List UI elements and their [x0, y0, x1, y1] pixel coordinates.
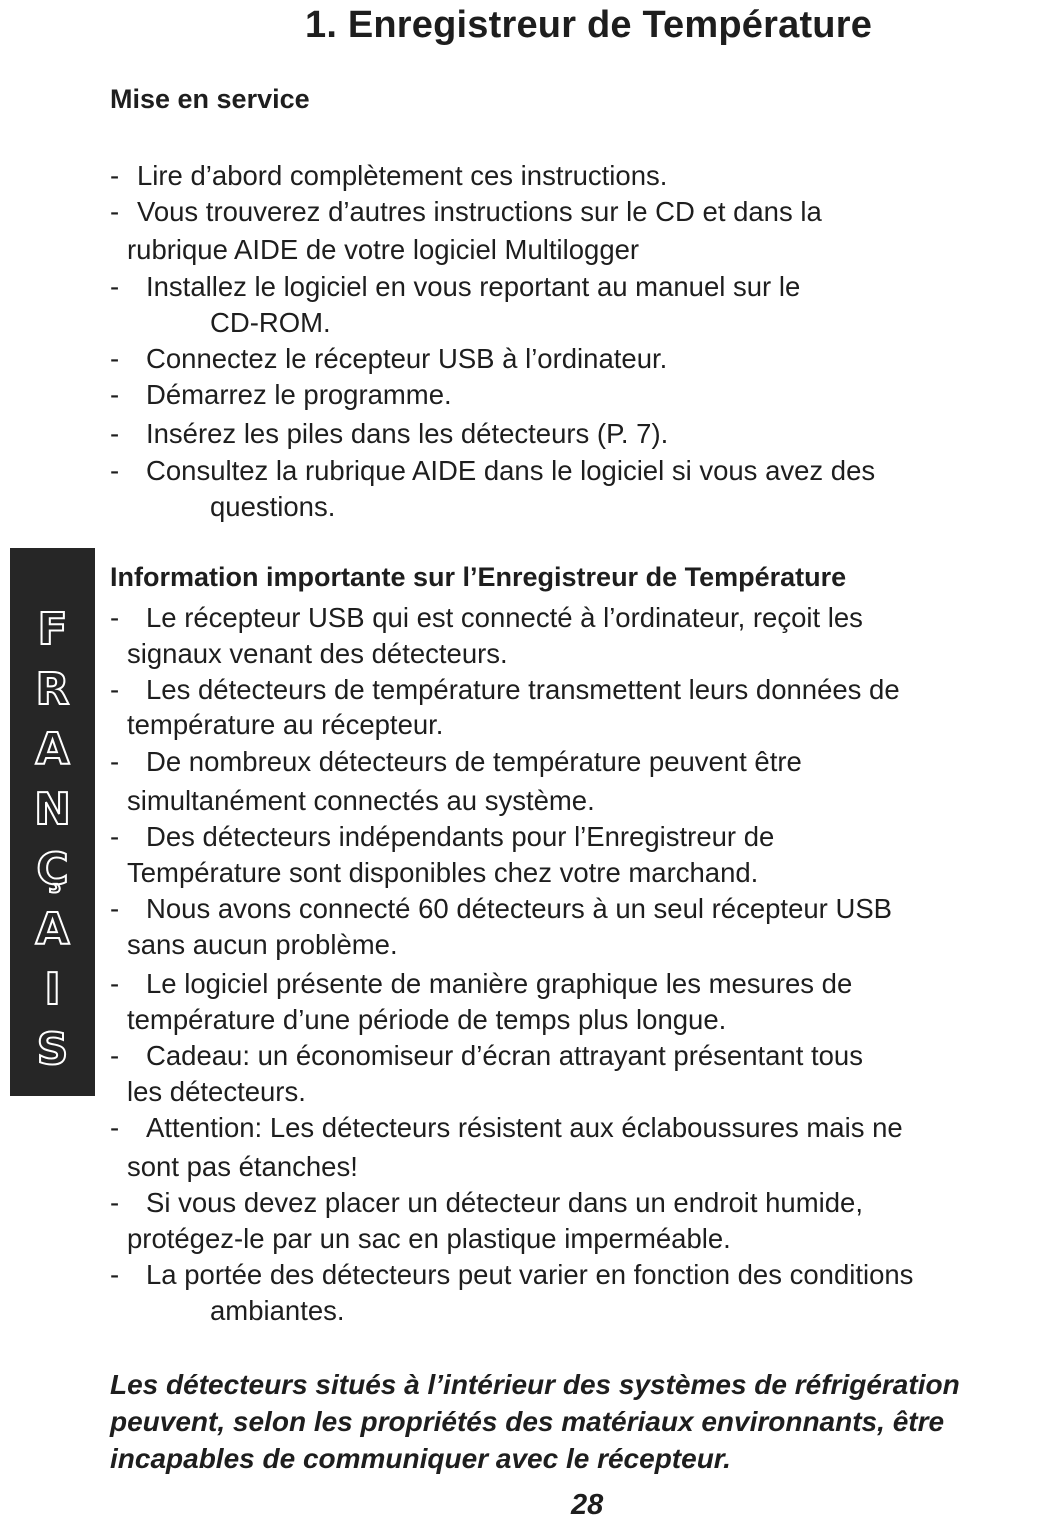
sidebar-letter: S	[36, 1024, 69, 1075]
bullet-dash: -	[110, 455, 120, 486]
sidebar-letter: R	[35, 664, 70, 715]
bullet-dash: -	[110, 1040, 120, 1071]
bullet-dash: -	[110, 746, 120, 777]
setup-item-2-cont: rubrique AIDE de votre logiciel Multilogger	[127, 234, 640, 265]
info-item-4-cont: Température sont disponibles chez votre marchand.	[127, 857, 759, 888]
bullet-dash: -	[110, 893, 120, 924]
info-item-6: Le logiciel présente de manière graphique les mesures de	[146, 968, 853, 999]
setup-item-5: Démarrez le programme.	[146, 379, 452, 410]
bullet-dash: -	[110, 674, 120, 705]
bullet-dash: -	[110, 821, 120, 852]
setup-item-7-cont: questions.	[210, 491, 336, 522]
sidebar-letter: A	[35, 904, 70, 955]
bullet-dash: -	[110, 343, 120, 374]
info-item-10-cont: ambiantes.	[210, 1295, 345, 1326]
sidebar-letter: N	[34, 784, 71, 835]
info-item-5: Nous avons connecté 60 détecteurs à un seul récepteur USB	[146, 893, 893, 924]
info-item-1-cont: signaux venant des détecteurs.	[127, 638, 508, 669]
bullet-dash: -	[110, 602, 120, 633]
bullet-dash: -	[110, 271, 120, 302]
info-item-9: Si vous devez placer un détecteur dans un endroit humide,	[146, 1187, 863, 1218]
setup-item-2: Vous trouverez d’autres instructions sur le CD et dans la	[137, 196, 822, 227]
page-number: 28	[571, 1489, 604, 1521]
info-item-3-cont: simultanément connectés au système.	[127, 785, 595, 816]
bullet-dash: -	[110, 160, 120, 191]
bullet-dash: -	[110, 379, 120, 410]
info-item-3: De nombreux détecteurs de température peuvent être	[146, 746, 802, 777]
info-item-2-cont: température au récepteur.	[127, 709, 444, 740]
info-item-8: Attention: Les détecteurs résistent aux éclaboussures mais ne	[146, 1112, 903, 1143]
setup-item-3-cont: CD-ROM.	[210, 307, 331, 338]
note-line: peuvent, selon les propriétés des matériaux environnants, être	[110, 1406, 945, 1437]
info-heading: Information importante sur l’Enregistreur de Température	[110, 562, 847, 592]
setup-item-4: Connectez le récepteur USB à l’ordinateur.	[146, 343, 668, 374]
setup-item-6: Insérez les piles dans les détecteurs (P. 7).	[146, 418, 669, 449]
note-line: incapables de communiquer avec le récepteur.	[110, 1443, 731, 1474]
bullet-dash: -	[110, 196, 120, 227]
note-line: Les détecteurs situés à l’intérieur des systèmes de réfrigération	[110, 1369, 960, 1400]
info-item-8-cont: sont pas étanches!	[127, 1151, 358, 1182]
bullet-dash: -	[110, 968, 120, 999]
bullet-dash: -	[110, 418, 120, 449]
setup-item-3: Installez le logiciel en vous reportant au manuel sur le	[146, 271, 801, 302]
info-item-10: La portée des détecteurs peut varier en fonction des conditions	[146, 1259, 914, 1290]
info-item-7: Cadeau: un économiseur d’écran attrayant présentant tous	[146, 1040, 863, 1071]
info-item-7-cont: les détecteurs.	[127, 1076, 306, 1107]
info-item-6-cont: température d’une période de temps plus longue.	[127, 1004, 727, 1035]
bullet-dash: -	[110, 1259, 120, 1290]
setup-item-7: Consultez la rubrique AIDE dans le logiciel si vous avez des	[146, 455, 876, 486]
bullet-dash: -	[110, 1187, 120, 1218]
bullet-dash: -	[110, 1112, 120, 1143]
language-sidebar-tab	[10, 548, 95, 1096]
warning-note	[110, 1366, 1040, 1477]
setup-heading: Mise en service	[110, 84, 310, 114]
info-item-1: Le récepteur USB qui est connecté à l’ordinateur, reçoit les	[146, 602, 863, 633]
setup-item-1: Lire d’abord complètement ces instructions.	[137, 160, 668, 191]
sidebar-letter: F	[37, 604, 68, 655]
info-item-4: Des détecteurs indépendants pour l’Enregistreur de	[146, 821, 775, 852]
sidebar-letter: I	[44, 964, 61, 1015]
sidebar-letter: Ç	[36, 844, 69, 895]
sidebar-letters	[10, 600, 95, 1080]
info-item-5-cont: sans aucun problème.	[127, 929, 398, 960]
page-title: 1. Enregistreur de Température	[305, 4, 873, 46]
sidebar-letter: A	[35, 724, 70, 775]
info-item-2: Les détecteurs de température transmettent leurs données de	[146, 674, 900, 705]
info-item-9-cont: protégez-le par un sac en plastique imperméable.	[127, 1223, 731, 1254]
